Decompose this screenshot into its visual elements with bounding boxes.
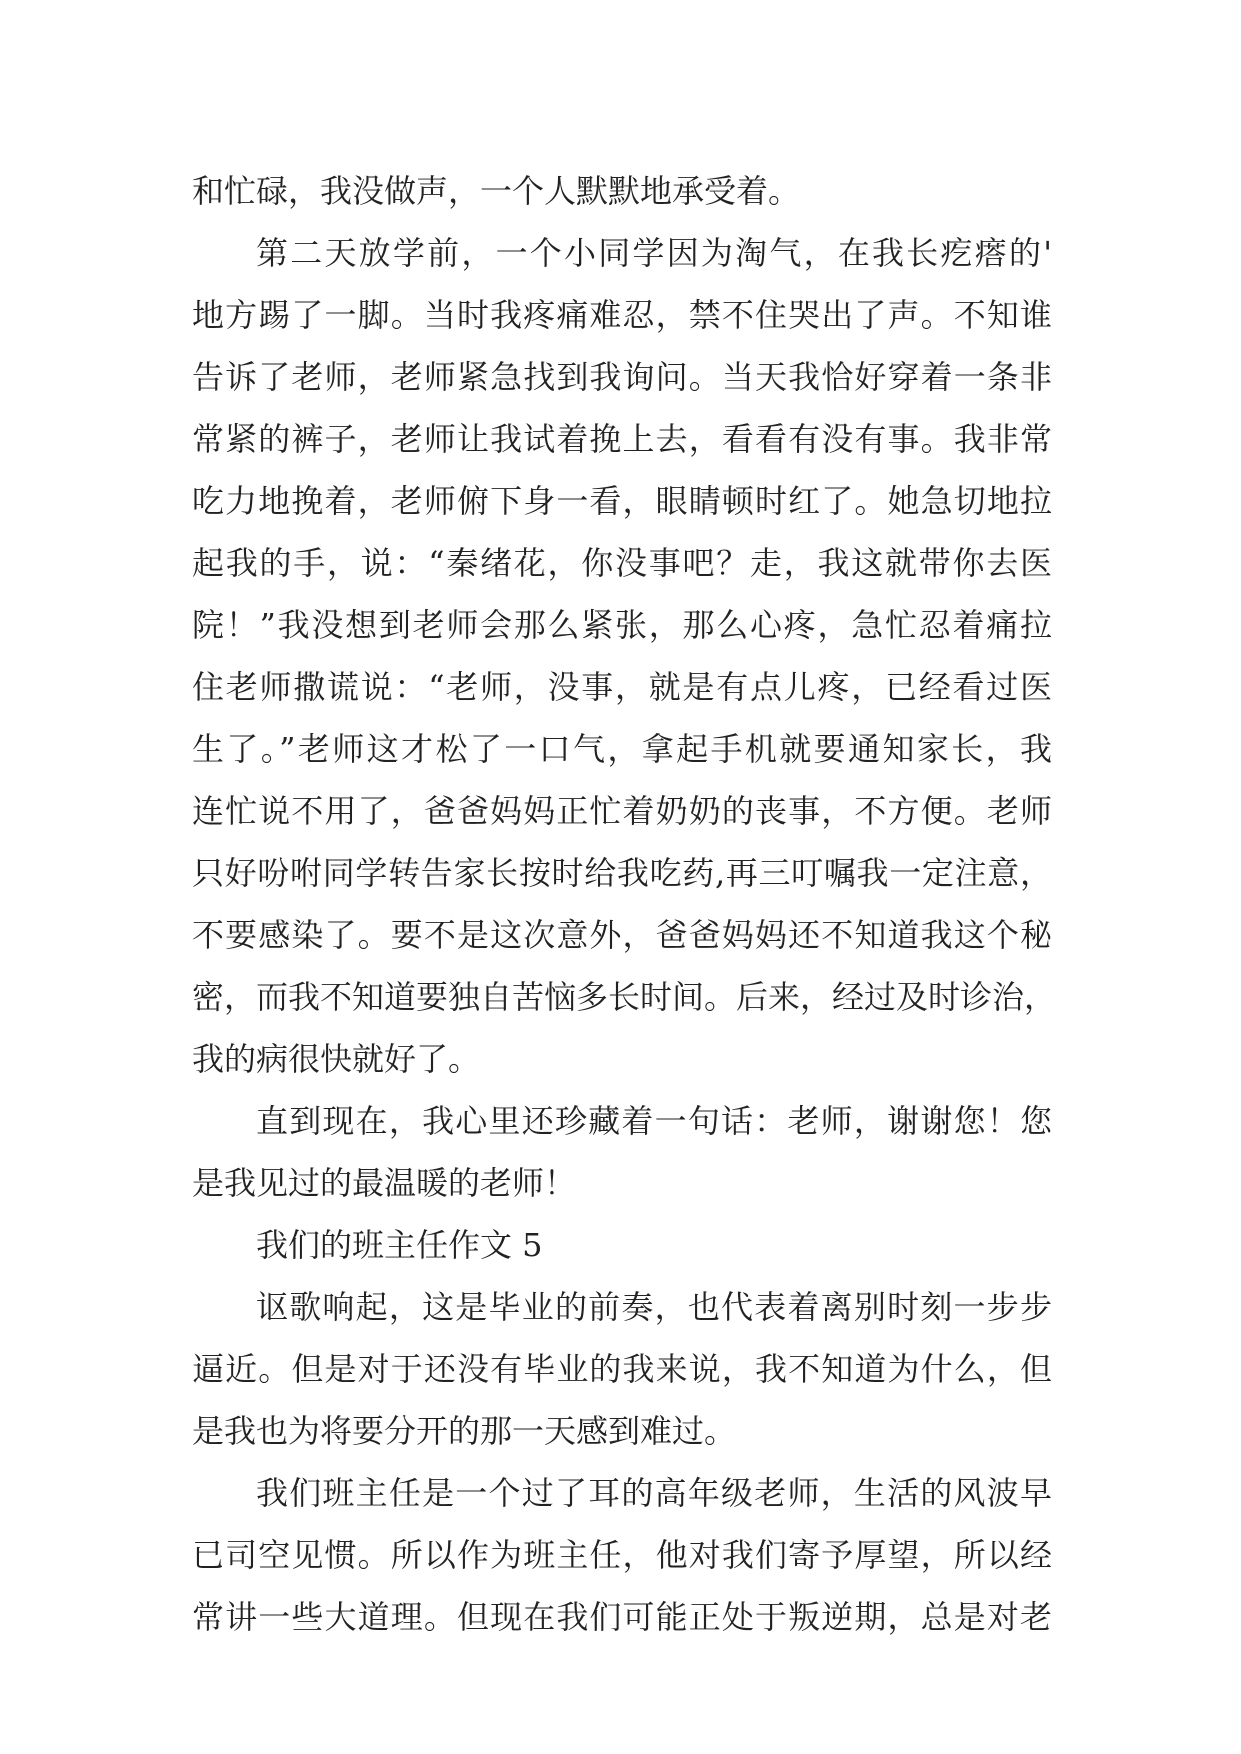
text-line: 是我见过的最温暖的老师！ [192, 1164, 577, 1202]
text-line: 不要感染了。要不是这次意外，爸爸妈妈还不知道我这个秘 [192, 916, 1052, 954]
text-line: 我的病很快就好了。 [192, 1040, 481, 1078]
text-line: 常讲一些大道理。但现在我们可能正处于叛逆期，总是对老 [192, 1598, 1052, 1636]
text-line: 密，而我不知道要独自苦恼多长时间。后来，经过及时诊治， [192, 978, 1057, 1016]
text-line: 已司空见惯。所以作为班主任，他对我们寄予厚望，所以经 [192, 1536, 1052, 1574]
text-line: 讴歌响起，这是毕业的前奏，也代表着离别时刻一步步 [256, 1288, 1052, 1326]
text-line: 住老师撒谎说：“老师，没事，就是有点儿疼，已经看过医 [192, 668, 1052, 706]
text-line: 院！”我没想到老师会那么紧张，那么心疼，急忙忍着痛拉 [192, 606, 1052, 644]
text-line: 吃力地挽着，老师俯下身一看，眼睛顿时红了。她急切地拉 [192, 482, 1052, 520]
text-line: 起我的手，说：“秦绪花，你没事吧？走，我这就带你去医 [192, 544, 1052, 582]
text-line: 告诉了老师，老师紧急找到我询问。当天我恰好穿着一条非 [192, 358, 1052, 396]
text-line: 地方踢了一脚。当时我疼痛难忍，禁不住哭出了声。不知谁 [192, 296, 1052, 334]
text-line: 生了。”老师这才松了一口气，拿起手机就要通知家长，我 [192, 730, 1052, 768]
section-heading: 我们的班主任作文 5 [256, 1226, 543, 1264]
text-line: 只好吩咐同学转告家长按时给我吃药,再三叮嘱我一定注意， [192, 854, 1052, 892]
text-line: 常紧的裤子，老师让我试着挽上去，看看有没有事。我非常 [192, 420, 1052, 458]
text-line: 连忙说不用了，爸爸妈妈正忙着奶奶的丧事，不方便。老师 [192, 792, 1052, 830]
document-body [192, 160, 1057, 1648]
text-line: 逼近。但是对于还没有毕业的我来说，我不知道为什么，但 [192, 1350, 1052, 1388]
text-line: 我们班主任是一个过了耳的高年级老师，生活的风波早 [256, 1474, 1052, 1512]
text-line: 是我也为将要分开的那一天感到难过。 [192, 1412, 737, 1450]
text-line: 第二天放学前，一个小同学因为淘气，在我长疙瘩的' [256, 234, 1052, 272]
text-line: 和忙碌，我没做声，一个人默默地承受着。 [192, 172, 801, 210]
text-line: 直到现在，我心里还珍藏着一句话：老师，谢谢您！您 [256, 1102, 1052, 1140]
